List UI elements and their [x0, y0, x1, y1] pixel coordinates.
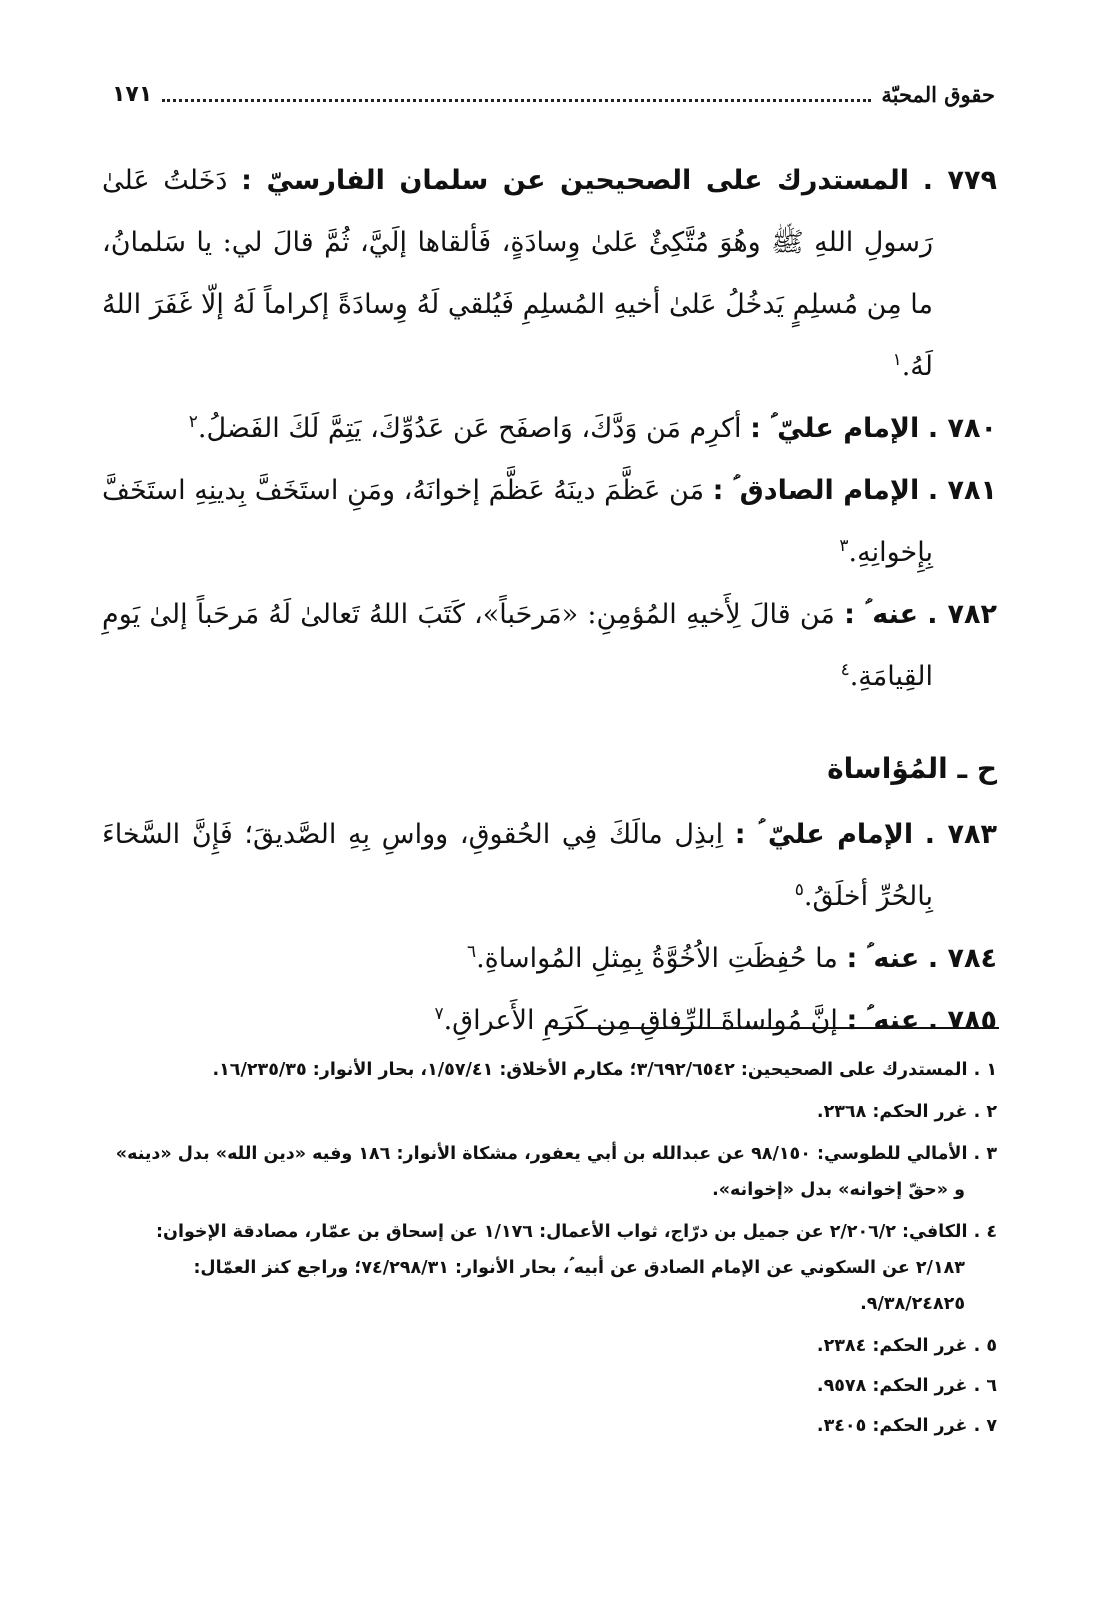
section-heading: ح ـ المُؤاساة	[827, 752, 997, 785]
footnotes	[102, 1052, 997, 1448]
hadith-source: عنه ؑ :	[844, 599, 919, 630]
page-number: ١٧١	[112, 81, 153, 107]
hadith-source: الإمام عليّ ؑ :	[750, 413, 920, 444]
hadith-entry	[102, 398, 997, 460]
hadith-entry	[102, 804, 997, 928]
hadith-entry	[102, 990, 997, 1052]
hadith-entry	[102, 928, 997, 990]
main-text	[102, 150, 997, 1052]
footnote-marker: ٢	[188, 412, 198, 432]
hadith-source: عنه ؑ :	[846, 943, 920, 974]
hadith-number: ٧٨١ .	[927, 475, 997, 506]
hadith-text: دَخَلتُ عَلىٰ رَسولِ اللهِ ﷺ وهُوَ مُتَّكِئٌ عَلىٰ وِسادَةٍ، فَألقاها إلَيَّ، ثُمَّ قالَ لي: يا سَلمانُ، ما مِن مُسلِمٍ يَدخُلُ عَلىٰ أخيهِ المُسلِمِ فَيُلقي لَهُ وِسادَةً إكراماً لَهُ إلّا غَفَرَ اللهُ لَهُ.	[102, 165, 933, 382]
running-header	[112, 72, 995, 116]
hadith-source: المستدرك على الصحيحين عن سلمان الفارسيّ :	[241, 165, 910, 196]
hadith-entry	[102, 584, 997, 708]
footnote-marker: ٧	[434, 1004, 444, 1024]
hadith-number: ٧٨٥ .	[927, 1005, 997, 1036]
hadith-source: الإمام عليّ ؑ :	[734, 819, 914, 850]
footnote: ٥ . غرر الحكم: ٢٣٨٤.	[816, 1336, 997, 1356]
chapter-title: حقوق المحبّة	[881, 81, 995, 107]
hadith-text: إنَّ مُواساةَ الرِّفاقِ مِن كَرَمِ الأَعراقِ.	[443, 1005, 838, 1036]
footnote: ٤ . الكافي: ٢/٢٠٦/٢ عن جميل بن درّاج، ثواب الأعمال: ١/١٧٦ عن إسحاق بن عمّار، مصادقة الإخوان: ٢/١٨٣ عن السكوني عن الإمام الصادق عن أبيه ؑ، بحار الأنوار: ٧٤/٢٩٨/٣١؛ وراجع كنز العمّال: ٩/٣٨/٢٤٨٢٥.	[156, 1222, 997, 1314]
hadith-source: الإمام الصادق ؑ :	[712, 475, 920, 506]
hadith-number: ٧٧٩ .	[922, 165, 997, 196]
hadith-source: عنه ؑ :	[846, 1005, 920, 1036]
footnote: ٣ . الأمالي للطوسي: ٩٨/١٥٠ عن عبدالله بن أبي يعفور، مشكاة الأنوار: ١٨٦ وفيه «دين الله» بدل «دينه» و «حقّ إخوانه» بدل «إخوانه».	[115, 1144, 997, 1200]
hadith-number: ٧٨٣ .	[924, 819, 997, 850]
hadith-number: ٧٨٠ .	[927, 413, 997, 444]
hadith-number: ٧٨٢ .	[927, 599, 997, 630]
footnote-marker: ٦	[466, 942, 477, 962]
leader-dots	[162, 99, 871, 102]
footnote-marker: ٣	[839, 536, 849, 556]
hadith-text: اِبذِل مالَكَ فِي الحُقوقِ، وواسِ بِهِ الصَّديقَ؛ فَإِنَّ السَّخاءَ بِالحُرِّ أخلَقُ.	[102, 819, 933, 912]
footnote-marker: ٤	[840, 660, 850, 680]
footnote: ٧ . غرر الحكم: ٣٤٠٥.	[816, 1416, 997, 1436]
footnote-marker: ١	[892, 350, 902, 370]
hadith-text: مَن قالَ لِأَخيهِ المُؤمِنِ: «مَرحَباً»، كَتَبَ اللهُ تَعالىٰ لَهُ مَرحَباً إلىٰ يَومِ القِيامَةِ.	[102, 599, 933, 692]
hadith-entry	[102, 460, 997, 584]
hadith-number: ٧٨٤ .	[927, 943, 997, 974]
hadith-entry	[102, 150, 997, 398]
footnote: ٢ . غرر الحكم: ٢٣٦٨.	[816, 1102, 997, 1122]
footnote: ٦ . غرر الحكم: ٩٥٧٨.	[816, 1376, 997, 1396]
hadith-text: ما حُفِظَتِ الاُخُوَّةُ بِمِثلِ المُواساةِ.	[476, 943, 838, 974]
footnote-separator	[553, 1027, 999, 1029]
hadith-text: مَن عَظَّمَ دينَهُ عَظَّمَ إخوانَهُ، ومَنِ استَخَفَّ بِدينِهِ استَخَفَّ بِإِخوانِهِ.	[102, 475, 933, 568]
hadith-text: أكرِم مَن وَدَّكَ، وَاصفَح عَن عَدُوِّكَ، يَتِمَّ لَكَ الفَضلُ.	[197, 413, 742, 444]
footnote-marker: ٥	[794, 880, 804, 900]
footnote: ١ . المستدرك على الصحيحين: ٣/٦٩٢/٦٥٤٢؛ مكارم الأخلاق: ١/٥٧/٤١، بحار الأنوار: ١٦/٢٣٥/٣٥.	[212, 1060, 997, 1080]
